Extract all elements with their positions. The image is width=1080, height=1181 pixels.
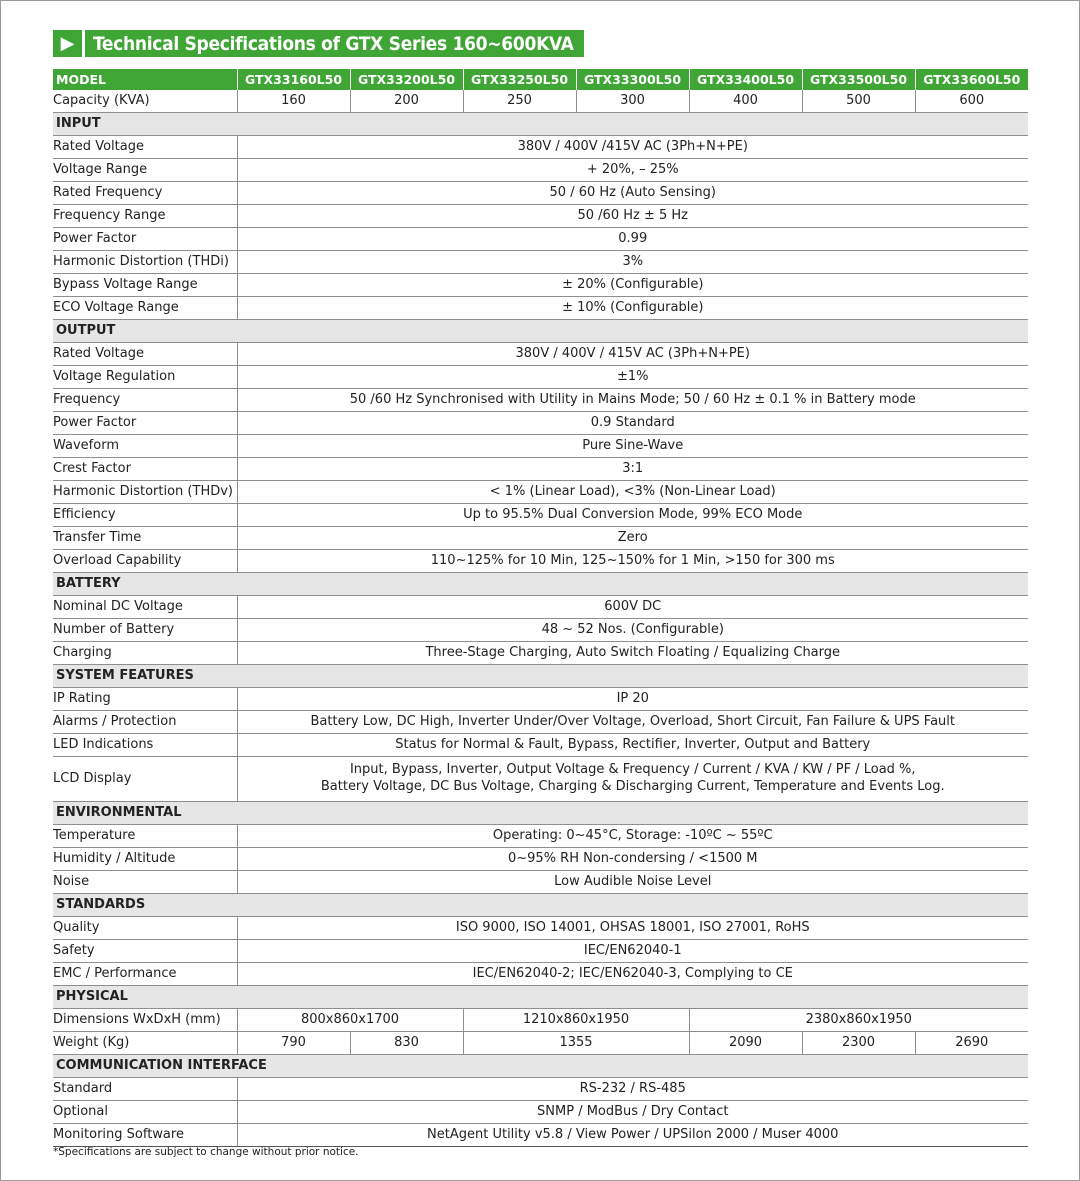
row-value: ± 10% (Configurable) <box>237 297 1028 320</box>
table-row <box>53 711 1028 734</box>
row-value: Pure Sine-Wave <box>237 435 1028 458</box>
row-value: IEC/EN62040-1 <box>237 940 1028 963</box>
row-label: LCD Display <box>53 757 237 802</box>
section-header-output <box>53 320 1028 343</box>
table-row <box>53 1124 1028 1147</box>
row-label: Rated Frequency <box>53 182 237 205</box>
table-row <box>53 940 1028 963</box>
spec-table <box>53 69 1028 1147</box>
row-label: Bypass Voltage Range <box>53 274 237 297</box>
section-title: INPUT <box>53 113 1028 136</box>
weight-value: 1355 <box>463 1032 689 1055</box>
section-header-communication <box>53 1055 1028 1078</box>
row-label: Quality <box>53 917 237 940</box>
row-label: Monitoring Software <box>53 1124 237 1147</box>
section-header-input <box>53 113 1028 136</box>
row-value: Three-Stage Charging, Auto Switch Floating / Equalizing Charge <box>237 642 1028 665</box>
table-row <box>53 917 1028 940</box>
lcd-line: Input, Bypass, Inverter, Output Voltage & Frequency / Current / KVA / KW / PF / Load %, <box>349 762 916 778</box>
row-label: Dimensions WxDxH (mm) <box>53 1009 237 1032</box>
row-value: ISO 9000, ISO 14001, OHSAS 18001, ISO 27001, RoHS <box>237 917 1028 940</box>
row-value: 380V / 400V / 415V AC (3Ph+N+PE) <box>237 343 1028 366</box>
capacity-value: 200 <box>350 90 463 113</box>
weight-value: 2090 <box>689 1032 802 1055</box>
table-row <box>53 596 1028 619</box>
section-title: PHYSICAL <box>53 986 1028 1009</box>
row-value: Battery Low, DC High, Inverter Under/Over Voltage, Overload, Short Circuit, Fan Failure & UPS Fault <box>237 711 1028 734</box>
section-header-battery <box>53 573 1028 596</box>
weight-value: 2690 <box>915 1032 1028 1055</box>
row-label: Rated Voltage <box>53 136 237 159</box>
row-label: Humidity / Altitude <box>53 848 237 871</box>
row-label: Frequency <box>53 389 237 412</box>
table-row <box>53 619 1028 642</box>
table-row <box>53 825 1028 848</box>
table-row <box>53 159 1028 182</box>
capacity-value: 500 <box>802 90 915 113</box>
weight-value: 790 <box>237 1032 350 1055</box>
row-value: Status for Normal & Fault, Bypass, Rectifier, Inverter, Output and Battery <box>237 734 1028 757</box>
section-title: STANDARDS <box>53 894 1028 917</box>
row-label: ECO Voltage Range <box>53 297 237 320</box>
row-label: Number of Battery <box>53 619 237 642</box>
dimension-value: 2380x860x1950 <box>689 1009 1028 1032</box>
model-name: GTX33300L50 <box>576 69 689 90</box>
table-row <box>53 871 1028 894</box>
section-title: ENVIRONMENTAL <box>53 802 1028 825</box>
footnote: *Specifications are subject to change without prior notice. <box>53 1146 359 1158</box>
row-label: IP Rating <box>53 688 237 711</box>
row-value: 0.99 <box>237 228 1028 251</box>
table-row <box>53 527 1028 550</box>
section-header-standards <box>53 894 1028 917</box>
row-label: Rated Voltage <box>53 343 237 366</box>
row-value: 110~125% for 10 Min, 125~150% for 1 Min, >150 for 300 ms <box>237 550 1028 573</box>
capacity-value: 400 <box>689 90 802 113</box>
row-label: LED Indications <box>53 734 237 757</box>
row-value: + 20%, – 25% <box>237 159 1028 182</box>
lcd-line: Battery Voltage, DC Bus Voltage, Charging & Discharging Current, Temperature and Events Log. <box>320 779 945 794</box>
play-arrow-icon: ▶ <box>53 30 82 57</box>
table-row <box>53 1101 1028 1124</box>
table-row <box>53 734 1028 757</box>
table-row <box>53 297 1028 320</box>
table-row <box>53 688 1028 711</box>
section-header-system-features <box>53 665 1028 688</box>
row-label: Transfer Time <box>53 527 237 550</box>
row-label: Frequency Range <box>53 205 237 228</box>
table-row <box>53 90 1028 113</box>
table-row <box>53 1032 1028 1055</box>
row-value: ±1% <box>237 366 1028 389</box>
row-value: 380V / 400V /415V AC (3Ph+N+PE) <box>237 136 1028 159</box>
page-title: Technical Specifications of GTX Series 160~600KVA <box>85 30 584 57</box>
model-name: GTX33160L50 <box>237 69 350 90</box>
row-label: Noise <box>53 871 237 894</box>
model-header: MODEL <box>53 69 237 90</box>
capacity-value: 160 <box>237 90 350 113</box>
table-row <box>53 642 1028 665</box>
row-label: Voltage Range <box>53 159 237 182</box>
section-title: OUTPUT <box>53 320 1028 343</box>
section-title: BATTERY <box>53 573 1028 596</box>
model-name: GTX33500L50 <box>802 69 915 90</box>
page-title-banner <box>53 30 584 57</box>
row-value: 50 /60 Hz Synchronised with Utility in Mains Mode; 50 / 60 Hz ± 0.1 % in Battery mode <box>237 389 1028 412</box>
capacity-value: 300 <box>576 90 689 113</box>
row-label: Temperature <box>53 825 237 848</box>
row-label: Overload Capability <box>53 550 237 573</box>
model-name: GTX33600L50 <box>915 69 1028 90</box>
section-title: SYSTEM FEATURES <box>53 665 1028 688</box>
table-row <box>53 274 1028 297</box>
section-header-environmental <box>53 802 1028 825</box>
row-value: 3% <box>237 251 1028 274</box>
row-label: Safety <box>53 940 237 963</box>
row-value: Up to 95.5% Dual Conversion Mode, 99% ECO Mode <box>237 504 1028 527</box>
row-value: RS-232 / RS-485 <box>237 1078 1028 1101</box>
table-row <box>53 504 1028 527</box>
table-row <box>53 136 1028 159</box>
row-value: Operating: 0~45°C, Storage: -10ºC ~ 55ºC <box>237 825 1028 848</box>
table-row <box>53 251 1028 274</box>
row-value <box>237 757 1028 802</box>
table-row <box>53 182 1028 205</box>
row-value: 50 /60 Hz ± 5 Hz <box>237 205 1028 228</box>
table-row <box>53 1078 1028 1101</box>
row-label: Charging <box>53 642 237 665</box>
row-value: < 1% (Linear Load), <3% (Non-Linear Load) <box>237 481 1028 504</box>
section-title: COMMUNICATION INTERFACE <box>53 1055 1028 1078</box>
dimension-value: 1210x860x1950 <box>463 1009 689 1032</box>
row-value: IP 20 <box>237 688 1028 711</box>
row-label: Harmonic Distortion (THDv) <box>53 481 237 504</box>
row-value: 3:1 <box>237 458 1028 481</box>
row-label: Alarms / Protection <box>53 711 237 734</box>
table-row <box>53 550 1028 573</box>
row-label: Voltage Regulation <box>53 366 237 389</box>
table-row <box>53 757 1028 802</box>
row-value: NetAgent Utility v5.8 / View Power / UPSilon 2000 / Muser 4000 <box>237 1124 1028 1147</box>
row-label: Optional <box>53 1101 237 1124</box>
weight-value: 830 <box>350 1032 463 1055</box>
row-value: 0.9 Standard <box>237 412 1028 435</box>
table-row <box>53 458 1028 481</box>
row-label: Capacity (KVA) <box>53 90 237 113</box>
row-value: 48 ~ 52 Nos. (Configurable) <box>237 619 1028 642</box>
table-row <box>53 481 1028 504</box>
table-row <box>53 848 1028 871</box>
weight-value: 2300 <box>802 1032 915 1055</box>
row-value: Zero <box>237 527 1028 550</box>
table-row <box>53 963 1028 986</box>
model-name: GTX33400L50 <box>689 69 802 90</box>
row-label: Harmonic Distortion (THDi) <box>53 251 237 274</box>
row-label: Standard <box>53 1078 237 1101</box>
table-row <box>53 205 1028 228</box>
table-row <box>53 412 1028 435</box>
row-value: 600V DC <box>237 596 1028 619</box>
row-label: Crest Factor <box>53 458 237 481</box>
dimension-value: 800x860x1700 <box>237 1009 463 1032</box>
header-row <box>53 69 1028 90</box>
section-header-physical <box>53 986 1028 1009</box>
row-label: EMC / Performance <box>53 963 237 986</box>
row-label: Weight (Kg) <box>53 1032 237 1055</box>
row-label: Power Factor <box>53 228 237 251</box>
row-value: IEC/EN62040-2; IEC/EN62040-3, Complying to CE <box>237 963 1028 986</box>
row-label: Nominal DC Voltage <box>53 596 237 619</box>
capacity-value: 600 <box>915 90 1028 113</box>
table-row <box>53 435 1028 458</box>
row-value: 50 / 60 Hz (Auto Sensing) <box>237 182 1028 205</box>
table-row <box>53 366 1028 389</box>
row-value: 0~95% RH Non-condersing / <1500 M <box>237 848 1028 871</box>
row-value: SNMP / ModBus / Dry Contact <box>237 1101 1028 1124</box>
row-value: Low Audible Noise Level <box>237 871 1028 894</box>
row-label: Waveform <box>53 435 237 458</box>
row-label: Power Factor <box>53 412 237 435</box>
table-row <box>53 389 1028 412</box>
table-row <box>53 228 1028 251</box>
row-value: ± 20% (Configurable) <box>237 274 1028 297</box>
capacity-value: 250 <box>463 90 576 113</box>
table-row <box>53 343 1028 366</box>
model-name: GTX33250L50 <box>463 69 576 90</box>
row-label: Efficiency <box>53 504 237 527</box>
model-name: GTX33200L50 <box>350 69 463 90</box>
table-row <box>53 1009 1028 1032</box>
